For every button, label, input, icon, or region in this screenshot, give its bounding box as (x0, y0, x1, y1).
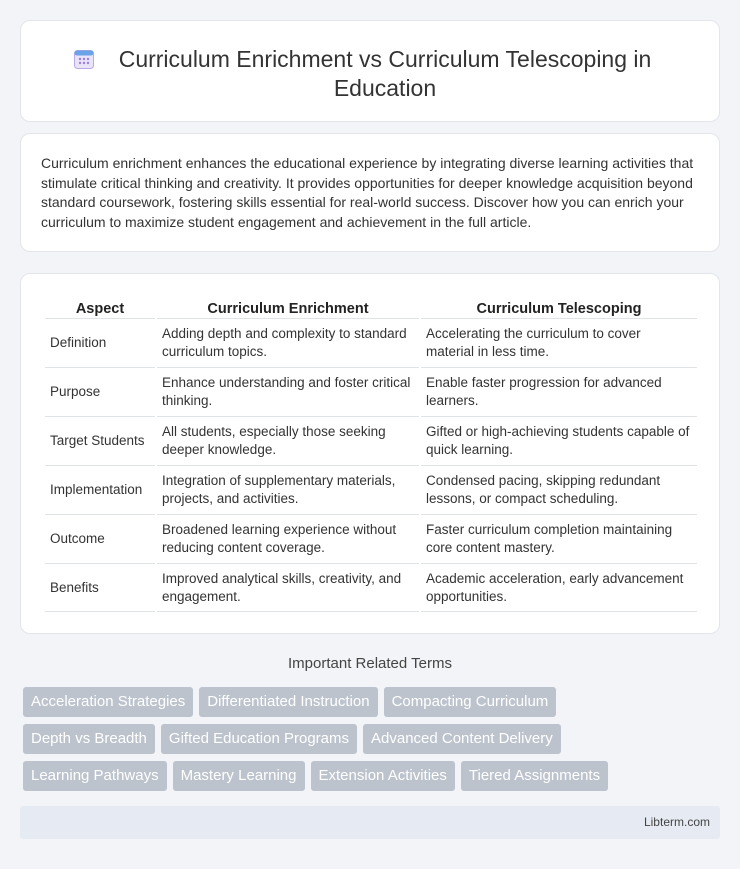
telescoping-cell: Academic acceleration, early advancement opportunities. (421, 563, 697, 612)
header-enrichment: Curriculum Enrichment (207, 301, 369, 317)
aspect-cell: Purpose (45, 367, 155, 416)
enrichment-cell: Enhance understanding and foster critical thinking. (157, 367, 419, 416)
enrichment-cell: All students, especially those seeking deeper knowledge. (157, 416, 419, 465)
title-card (20, 20, 720, 122)
footer-site-link[interactable]: Libterm.com (643, 815, 710, 829)
aspect-cell: Outcome (45, 514, 155, 563)
tag-row (23, 687, 713, 717)
telescoping-cell: Accelerating the curriculum to cover material in less time. (421, 318, 697, 367)
related-term-tag[interactable]: Gifted Education Programs (161, 724, 357, 754)
comparison-table (43, 296, 699, 612)
comparison-card (20, 273, 720, 634)
telescoping-cell: Enable faster progression for advanced learners. (421, 367, 697, 416)
related-term-tag[interactable]: Acceleration Strategies (23, 687, 193, 717)
intro-card (20, 133, 720, 252)
table-row (45, 367, 697, 416)
enrichment-cell: Improved analytical skills, creativity, and engagement. (157, 563, 419, 612)
table-row (45, 465, 697, 514)
related-term-tag[interactable]: Differentiated Instruction (199, 687, 377, 717)
enrichment-cell: Integration of supplementary materials, projects, and activities. (157, 465, 419, 514)
table-header-row (45, 296, 697, 318)
related-term-tag[interactable]: Mastery Learning (173, 761, 305, 791)
aspect-cell: Definition (45, 318, 155, 367)
tag-row (23, 724, 713, 754)
related-term-tag[interactable]: Learning Pathways (23, 761, 167, 791)
telescoping-cell: Faster curriculum completion maintaining core content mastery. (421, 514, 697, 563)
aspect-cell: Benefits (45, 563, 155, 612)
related-term-tag[interactable]: Compacting Curriculum (384, 687, 557, 717)
aspect-cell: Implementation (45, 465, 155, 514)
header-aspect: Aspect (75, 301, 125, 317)
related-term-tag[interactable]: Advanced Content Delivery (363, 724, 561, 754)
telescoping-cell: Gifted or high-achieving students capable of quick learning. (421, 416, 697, 465)
related-term-tag[interactable]: Extension Activities (311, 761, 455, 791)
related-term-tag[interactable]: Depth vs Breadth (23, 724, 155, 754)
enrichment-cell: Adding depth and complexity to standard curriculum topics. (157, 318, 419, 367)
related-terms-list (23, 687, 713, 798)
table-row (45, 563, 697, 612)
table-row (45, 318, 697, 367)
related-term-tag[interactable]: Tiered Assignments (461, 761, 608, 791)
enrichment-cell: Broadened learning experience without reducing content coverage. (157, 514, 419, 563)
tag-row (23, 761, 713, 791)
footer (20, 806, 720, 839)
table-row (45, 514, 697, 563)
related-terms-heading: Important Related Terms (288, 655, 452, 672)
page-title: Curriculum Enrichment vs Curriculum Telescoping in Education (118, 46, 652, 101)
intro-text: Curriculum enrichment enhances the educational experience by integrating diverse learning activities that stimulate critical thinking and creativity. It provides opportunities for deeper knowledge acquisition beyond standard coursework, fostering skills essential for real-world success. Discover how you can enrich your curriculum to maximize student engagement and achievement in the full article. (41, 155, 694, 230)
table-row (45, 416, 697, 465)
telescoping-cell: Condensed pacing, skipping redundant lessons, or compact scheduling. (421, 465, 697, 514)
aspect-cell: Target Students (45, 416, 155, 465)
header-telescoping: Curriculum Telescoping (476, 301, 642, 317)
